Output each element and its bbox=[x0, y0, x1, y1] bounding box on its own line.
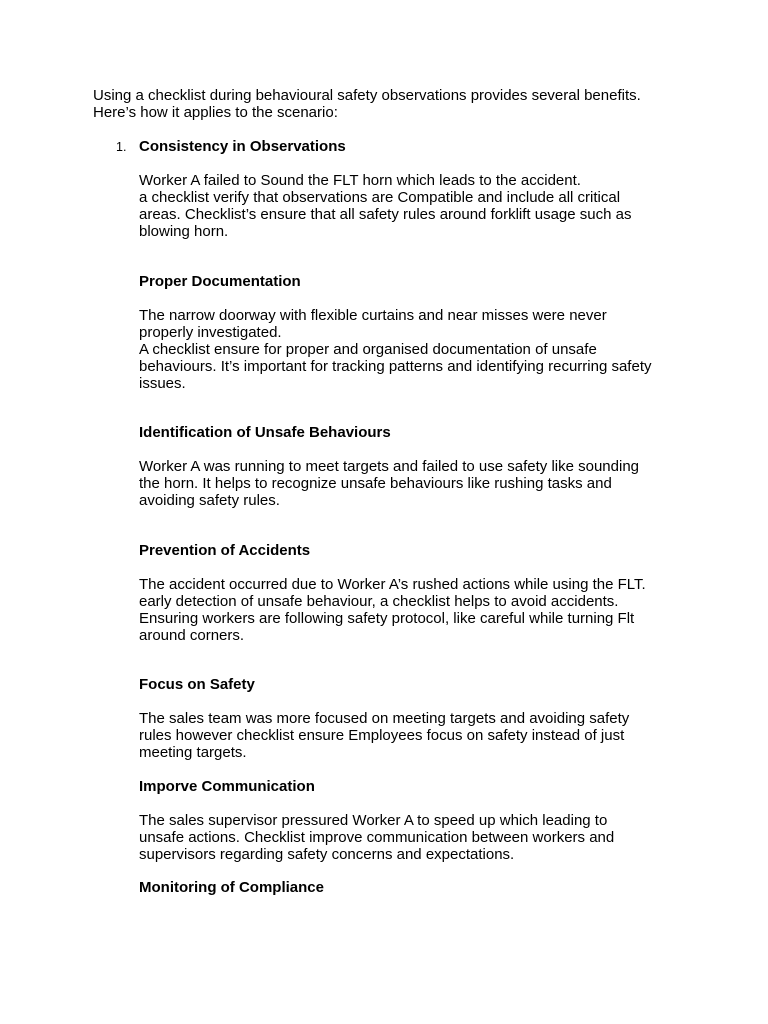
body-line: The sales team was more focused on meeting targets and avoiding safety bbox=[139, 710, 630, 727]
section-documentation bbox=[139, 273, 699, 392]
body-line: Worker A was running to meet targets and failed to use safety like sounding bbox=[139, 458, 640, 475]
list-number: 1. bbox=[116, 140, 127, 154]
intro-line: Using a checklist during behavioural safety observations provides several benefits. bbox=[93, 87, 641, 104]
body-line: avoiding safety rules. bbox=[139, 492, 280, 509]
section-body bbox=[139, 172, 699, 240]
section-body bbox=[139, 307, 699, 392]
body-line: unsafe actions. Checklist improve communication between workers and bbox=[139, 829, 615, 846]
section-monitoring bbox=[139, 879, 699, 896]
body-line: A checklist ensure for proper and organised documentation of unsafe bbox=[139, 341, 597, 358]
body-line: meeting targets. bbox=[139, 744, 247, 761]
section-heading: Prevention of Accidents bbox=[139, 542, 311, 559]
body-line: around corners. bbox=[139, 627, 245, 644]
body-line: the horn. It helps to recognize unsafe behaviours like rushing tasks and bbox=[139, 475, 612, 492]
body-line: The narrow doorway with flexible curtains and near misses were never bbox=[139, 307, 607, 324]
intro-line: Here’s how it applies to the scenario: bbox=[93, 104, 338, 121]
body-line: The sales supervisor pressured Worker A to speed up which leading to bbox=[139, 812, 608, 829]
body-line: a checklist verify that observations are Compatible and include all critical bbox=[139, 189, 621, 206]
body-line: rules however checklist ensure Employees focus on safety instead of just bbox=[139, 727, 625, 744]
body-line: behaviours. It’s important for tracking patterns and identifying recurring safety bbox=[139, 358, 652, 375]
body-line: Ensuring workers are following safety protocol, like careful while turning Flt bbox=[139, 610, 635, 627]
section-communication bbox=[139, 778, 699, 863]
section-heading: Imporve Communication bbox=[139, 778, 315, 795]
body-line: issues. bbox=[139, 375, 186, 392]
section-heading: Focus on Safety bbox=[139, 676, 255, 693]
body-line: properly investigated. bbox=[139, 324, 282, 341]
intro-paragraph bbox=[93, 87, 693, 121]
section-prevention bbox=[139, 542, 699, 644]
section-body bbox=[139, 812, 699, 863]
section-heading: Consistency in Observations bbox=[139, 138, 346, 155]
section-consistency bbox=[139, 138, 699, 240]
section-heading: Proper Documentation bbox=[139, 273, 301, 290]
section-heading: Monitoring of Compliance bbox=[139, 879, 324, 896]
section-body bbox=[139, 710, 699, 761]
body-line: The accident occurred due to Worker A’s rushed actions while using the FLT. bbox=[139, 576, 646, 593]
section-body bbox=[139, 458, 699, 509]
body-line: supervisors regarding safety concerns and expectations. bbox=[139, 846, 515, 863]
section-heading: Identification of Unsafe Behaviours bbox=[139, 424, 391, 441]
section-identification bbox=[139, 424, 699, 509]
body-line: blowing horn. bbox=[139, 223, 229, 240]
body-line: areas. Checklist’s ensure that all safety rules around forklift usage such as bbox=[139, 206, 632, 223]
section-body bbox=[139, 576, 699, 644]
section-focus bbox=[139, 676, 699, 761]
body-line: Worker A failed to Sound the FLT horn which leads to the accident. bbox=[139, 172, 581, 189]
body-line: early detection of unsafe behaviour, a checklist helps to avoid accidents. bbox=[139, 593, 619, 610]
